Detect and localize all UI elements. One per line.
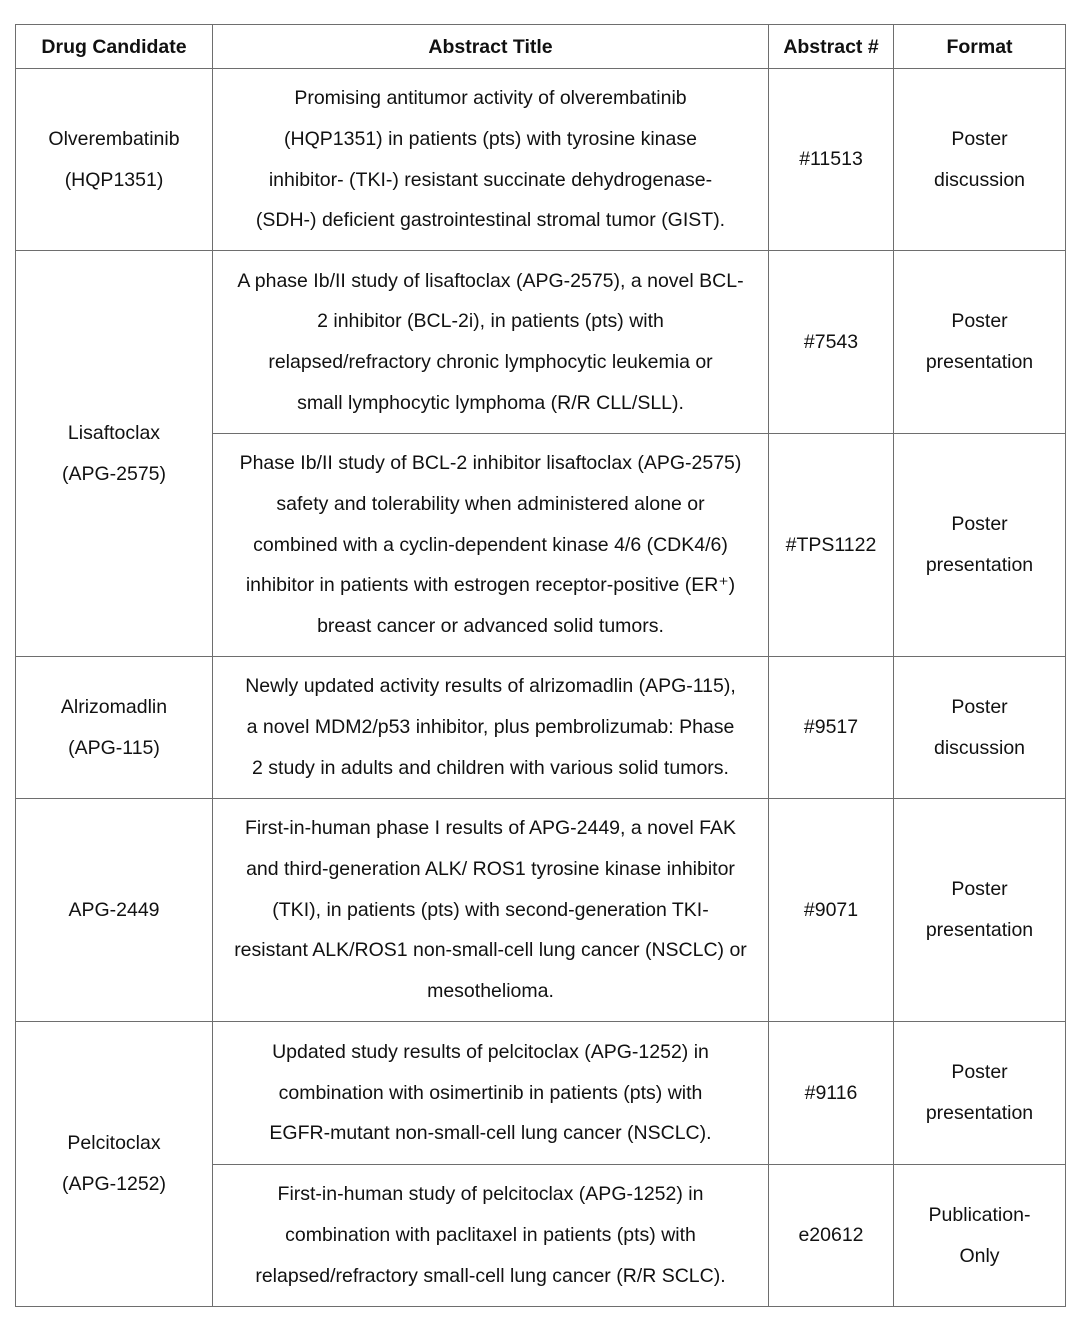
format-cell [894,251,1066,434]
title-line: 2 study in adults and children with various solid tumors. [252,756,729,779]
title-line: Newly updated activity results of alrizomadlin (APG-115), [245,675,736,698]
title-line: (TKI), in patients (pts) with second-generation TKI- [272,898,709,921]
drug-name: APG-2449 [68,898,160,921]
drug-name: Pelcitoclax [67,1132,161,1155]
title-line: resistant ALK/ROS1 non-small-cell lung cancer (NSCLC) or [234,939,747,962]
title-line: small lymphocytic lymphoma (R/R CLL/SLL). [297,391,684,414]
title-line: A phase Ib/II study of lisaftoclax (APG-2575), a novel BCL- [237,269,744,292]
format-line: presentation [925,554,1034,576]
abstract-number-cell: #9071 [769,799,894,1022]
title-line: relapsed/refractory small-cell lung cancer (R/R SCLC). [255,1264,726,1287]
format-line: Poster [951,1061,1008,1084]
table-row [16,251,1066,434]
title-line: combination with osimertinib in patients (pts) with [278,1081,703,1104]
drug-name: Olverembatinib [48,127,180,150]
format-line: Only [959,1244,1000,1267]
drug-code: (APG-1252) [61,1173,167,1195]
abstract-number-cell: #TPS1122 [769,434,894,657]
format-cell [894,657,1066,799]
abstract-title-cell [213,1165,769,1307]
format-line: Poster [951,878,1008,901]
drug-code: (APG-2575) [61,462,167,485]
format-line: Poster [951,513,1008,536]
title-line: Updated study results of pelcitoclax (APG-1252) in [272,1040,709,1063]
title-line: relapsed/refractory chronic lymphocytic leukemia or [268,351,713,373]
abstract-number-cell: #11513 [769,69,894,251]
format-line: presentation [925,919,1034,941]
drug-name: Lisaftoclax [67,421,161,444]
drug-code: (HQP1351) [64,168,164,191]
title-line: Phase Ib/II study of BCL-2 inhibitor lisaftoclax (APG-2575) [239,452,742,475]
abstracts-table [15,24,1066,1307]
drug-candidate-cell [16,251,213,657]
header-row [16,25,1066,69]
title-line: and third-generation ALK/ ROS1 tyrosine kinase inhibitor [246,857,735,880]
format-line: discussion [933,168,1026,191]
table-row [16,69,1066,251]
drug-candidate-cell [16,799,213,1022]
format-line: Poster [951,310,1008,333]
format-line: presentation [925,351,1034,373]
title-line: breast cancer or advanced solid tumors. [317,615,664,638]
title-line: combined with a cyclin-dependent kinase 4/6 (CDK4/6) [253,533,728,556]
abstract-number-cell: #7543 [769,251,894,434]
format-cell [894,69,1066,251]
title-line: a novel MDM2/p53 inhibitor, plus pembrolizumab: Phase [246,716,735,739]
title-line: (HQP1351) in patients (pts) with tyrosine kinase [284,127,697,150]
drug-candidate-cell [16,69,213,251]
table-row [16,657,1066,799]
title-line: inhibitor- (TKI-) resistant succinate dehydrogenase- [268,168,713,191]
title-line: First-in-human phase I results of APG-2449, a novel FAK [245,817,736,840]
format-cell [894,1022,1066,1165]
format-line: Poster [951,695,1008,718]
abstract-title-cell [213,799,769,1022]
drug-candidate-cell [16,1022,213,1307]
header-drug-candidate: Drug Candidate [16,25,213,69]
title-line: 2 inhibitor (BCL-2i), in patients (pts) with [317,310,664,333]
title-line: (SDH-) deficient gastrointestinal stromal tumor (GIST). [255,209,726,232]
format-line: Poster [951,127,1008,150]
title-line: EGFR-mutant non-small-cell lung cancer (NSCLC). [269,1122,712,1145]
title-line: Promising antitumor activity of olverembatinib [294,87,687,110]
drug-name: Alrizomadlin [60,695,168,718]
drug-candidate-cell [16,657,213,799]
abstract-number-cell: #9517 [769,657,894,799]
title-line: combination with paclitaxel in patients (pts) with [285,1224,696,1247]
format-cell [894,434,1066,657]
format-line: presentation [925,1102,1034,1124]
table-row [16,799,1066,1022]
title-line: safety and tolerability when administered alone or [276,492,705,515]
abstract-title-cell [213,657,769,799]
abstract-title-cell [213,69,769,251]
format-cell [894,799,1066,1022]
title-line: First-in-human study of pelcitoclax (APG-1252) in [277,1183,704,1206]
header-format: Format [894,25,1066,69]
abstract-number-cell: #9116 [769,1022,894,1165]
abstract-title-cell [213,251,769,434]
abstract-title-cell [213,434,769,657]
abstract-number-cell: e20612 [769,1165,894,1307]
format-cell [894,1165,1066,1307]
format-line: Publication- [928,1203,1031,1226]
header-abstract-number: Abstract # [769,25,894,69]
title-line: mesothelioma. [427,980,554,1003]
table-row [16,1022,1066,1165]
title-line: inhibitor in patients with estrogen receptor-positive (ER⁺) [245,574,736,597]
abstract-title-cell [213,1022,769,1165]
drug-code: (APG-115) [68,736,160,759]
format-line: discussion [933,736,1026,759]
header-abstract-title: Abstract Title [213,25,769,69]
